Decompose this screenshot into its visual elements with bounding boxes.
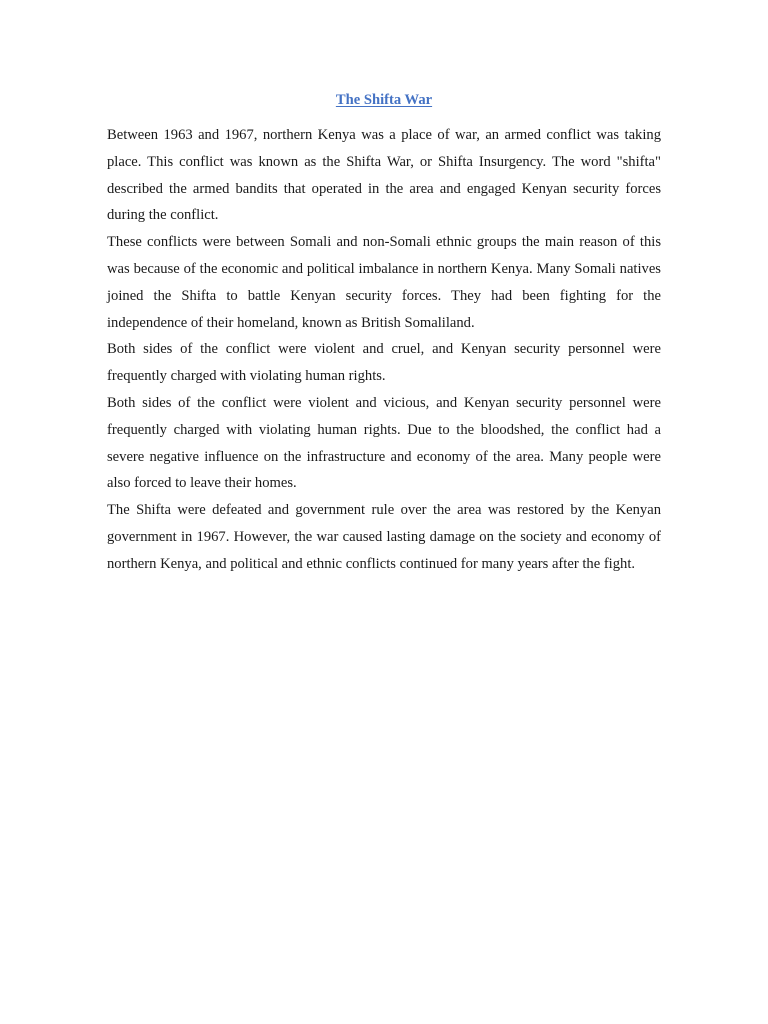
paragraph-4: Both sides of the conflict were violent and vicious, and Kenyan security personnel were frequently charged with violating human rights. Due to the bloodshed, the conflict had a severe negative influence on the infrastructure and economy of the area. Many people were also forced to leave their homes.	[107, 394, 661, 492]
paragraph-3: Both sides of the conflict were violent and cruel, and Kenyan security personnel were frequently charged with violating human rights.	[107, 341, 661, 385]
document-title: The Shifta War	[335, 92, 433, 108]
paragraph-2: These conflicts were between Somali and non-Somali ethnic groups the main reason of this was because of the economic and political imbalance in northern Kenya. Many Somali natives joined the Shifta to battle Kenyan security forces. They had been fighting for the independence of their homeland, known as British Somaliland.	[107, 234, 661, 331]
paragraph-1: Between 1963 and 1967, northern Kenya was a place of war, an armed conflict was taking place. This conflict was known as the Shifta War, or Shifta Insurgency. The word "shifta" described the armed bandits that operated in the area and engaged Kenyan security forces during the conflict.	[107, 127, 661, 224]
document-body	[107, 89, 661, 578]
paragraph-5: The Shifta were defeated and government rule over the area was restored by the Kenyan government in 1967. However, the war caused lasting damage on the society and economy of northern Kenya, and political and ethnic conflicts continued for many years after the fight.	[107, 502, 661, 572]
